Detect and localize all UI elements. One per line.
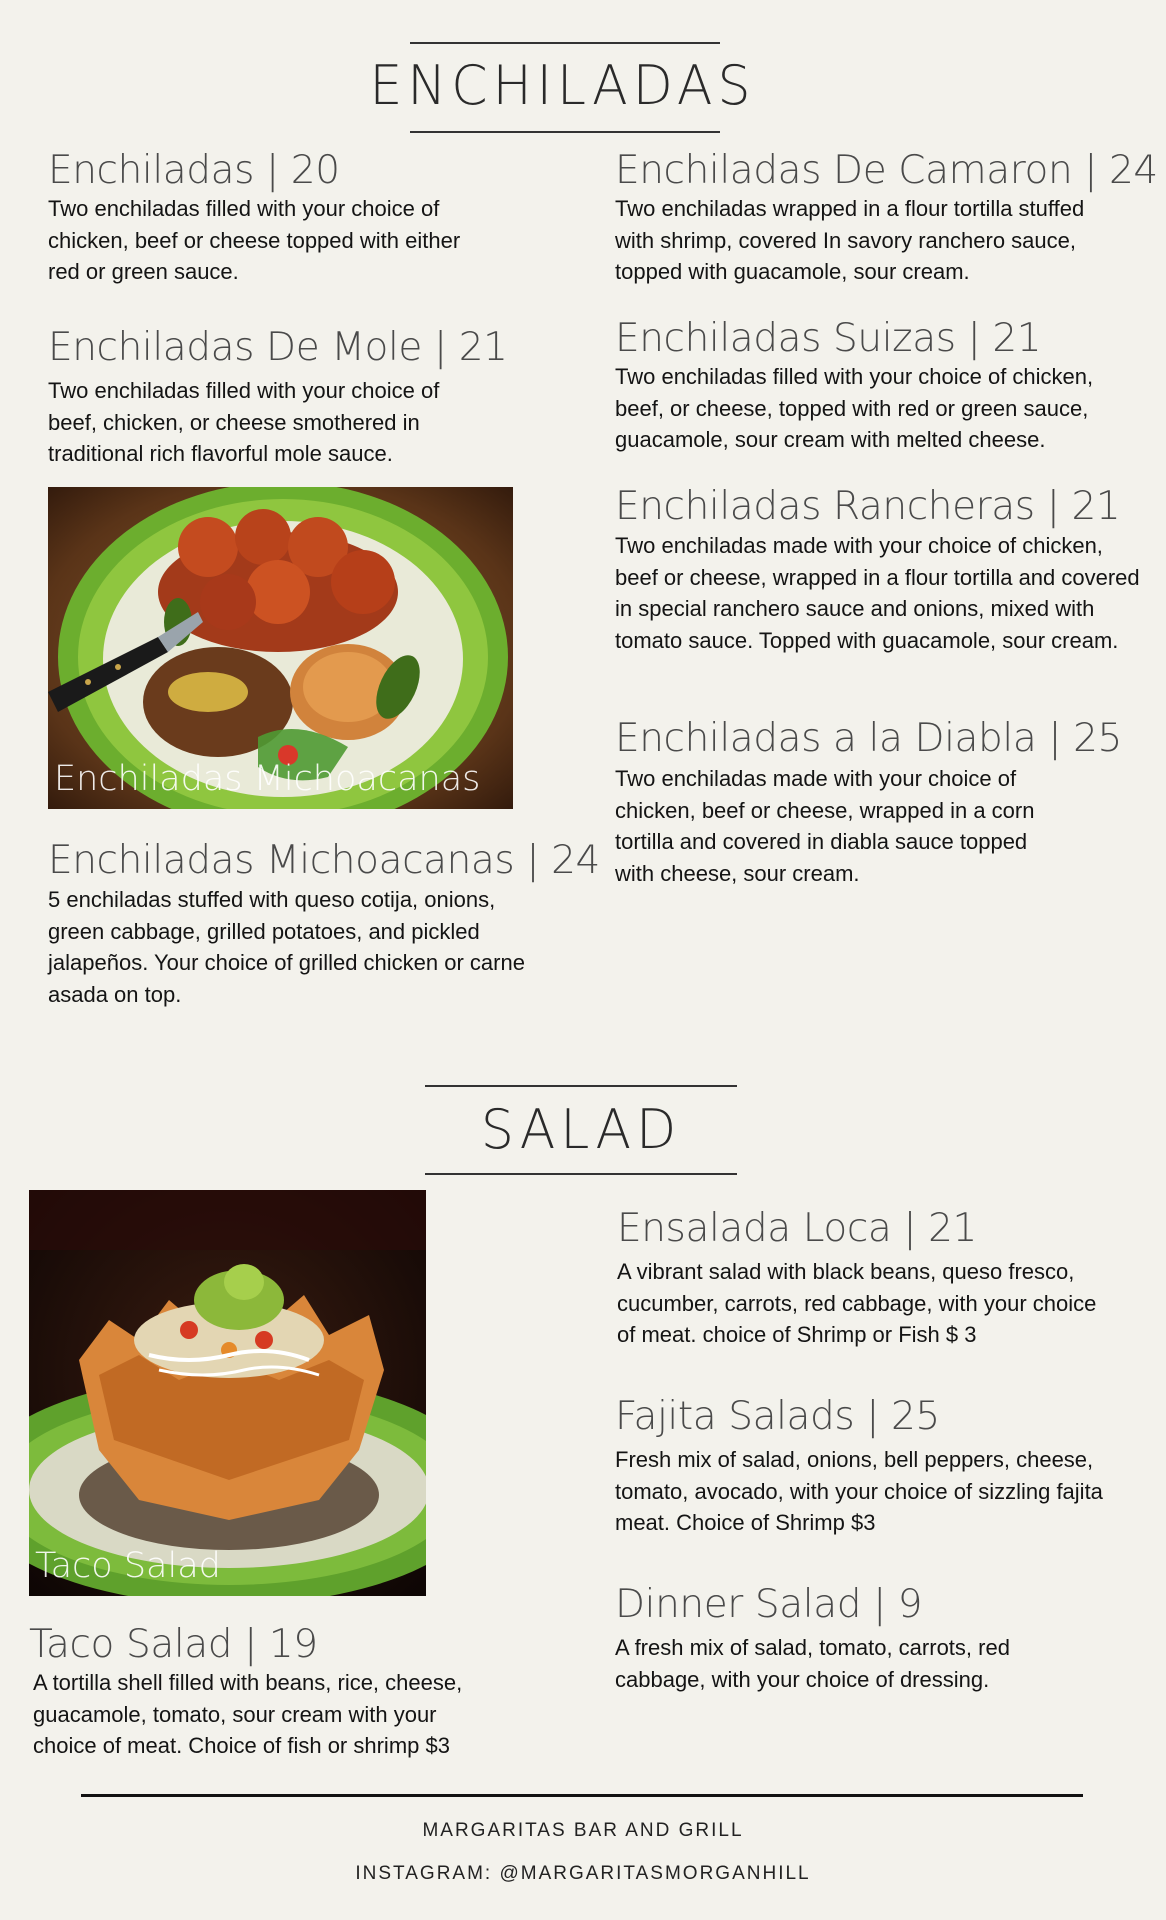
footer-restaurant-name: MARGARITAS BAR AND GRILL xyxy=(422,1820,744,1841)
item-title-ensalada-loca: Ensalada Loca | 21 xyxy=(617,1206,977,1251)
item-title-enchiladas-rancheras: Enchiladas Rancheras | 21 xyxy=(615,484,1121,529)
item-title-enchiladas-de-camaron: Enchiladas De Camaron | 24 xyxy=(615,148,1158,193)
taco-salad-illustration xyxy=(29,1190,426,1596)
item-title-enchiladas: Enchiladas | 20 xyxy=(48,148,340,193)
enchiladas-section-title: ENCHILADAS xyxy=(369,54,756,118)
item-desc-taco-salad: A tortilla shell filled with beans, rice, cheese, guacamole, tomato, sour cream with your choice of meat. Choice of fish or shrimp $3 xyxy=(33,1670,463,1758)
item-title-enchiladas-suizas: Enchiladas Suizas | 21 xyxy=(615,316,1042,361)
enchiladas-rule-bottom xyxy=(410,131,720,133)
item-desc-enchiladas-de-camaron: Two enchiladas wrapped in a flour tortilla stuffed with shrimp, covered In savory ranchero sauce, topped with guacamole, sour cream. xyxy=(615,196,1085,284)
item-desc-enchiladas: Two enchiladas filled with your choice of chicken, beef or cheese topped with either red or green sauce. xyxy=(48,196,461,284)
salad-section-title: SALAD xyxy=(480,1098,682,1162)
taco-salad-photo-caption: Taco Salad xyxy=(35,1546,221,1586)
item-title-enchiladas-de-mole: Enchiladas De Mole | 21 xyxy=(48,325,508,370)
item-title-fajita-salads: Fajita Salads | 25 xyxy=(615,1394,940,1439)
item-desc-enchiladas-michoacanas: 5 enchiladas stuffed with queso cotija, onions, green cabbage, grilled potatoes, and pickled jalapeños. Your choice of grilled chicken or carne asada on top. xyxy=(48,887,525,1007)
item-desc-fajita-salads: Fresh mix of salad, onions, bell peppers, cheese, tomato, avocado, with your choice of sizzling fajita meat. Choice of Shrimp $3 xyxy=(615,1447,1103,1535)
item-desc-enchiladas-rancheras: Two enchiladas made with your choice of chicken, beef or cheese, wrapped in a flour tortilla and covered in special ranchero sauce and onions, mixed with tomato sauce. Topped with guacamole, sour cream. xyxy=(615,533,1140,653)
item-desc-enchiladas-suizas: Two enchiladas filled with your choice of chicken, beef, or cheese, topped with red or green sauce, guacamole, sour cream with melted cheese. xyxy=(615,364,1094,452)
item-desc-enchiladas-a-la-diabla: Two enchiladas made with your choice of chicken, beef or cheese, wrapped in a corn tortilla and covered in diabla sauce topped with cheese, sour cream. xyxy=(615,766,1035,886)
item-title-enchiladas-a-la-diabla: Enchiladas a la Diabla | 25 xyxy=(615,716,1122,761)
enchiladas-michoacanas-photo xyxy=(48,487,513,809)
footer-rule xyxy=(81,1794,1083,1797)
enchiladas-photo-caption: Enchiladas Michoacanas xyxy=(54,759,481,799)
taco-salad-photo xyxy=(29,1190,426,1596)
salad-rule-top xyxy=(425,1085,737,1087)
item-desc-dinner-salad: A fresh mix of salad, tomato, carrots, red cabbage, with your choice of dressing. xyxy=(615,1635,1010,1692)
item-title-dinner-salad: Dinner Salad | 9 xyxy=(615,1582,923,1627)
item-desc-enchiladas-de-mole: Two enchiladas filled with your choice of beef, chicken, or cheese smothered in traditional rich flavorful mole sauce. xyxy=(48,378,440,466)
footer-instagram: INSTAGRAM: @MARGARITASMORGANHILL xyxy=(355,1863,811,1884)
salad-rule-bottom xyxy=(425,1173,737,1175)
item-title-taco-salad: Taco Salad | 19 xyxy=(29,1622,318,1667)
item-desc-ensalada-loca: A vibrant salad with black beans, queso fresco, cucumber, carrots, red cabbage, with your choice of meat. choice of Shrimp or Fish $ 3 xyxy=(617,1259,1097,1347)
item-title-enchiladas-michoacanas: Enchiladas Michoacanas | 24 xyxy=(48,838,600,883)
enchiladas-rule-top xyxy=(410,42,720,44)
